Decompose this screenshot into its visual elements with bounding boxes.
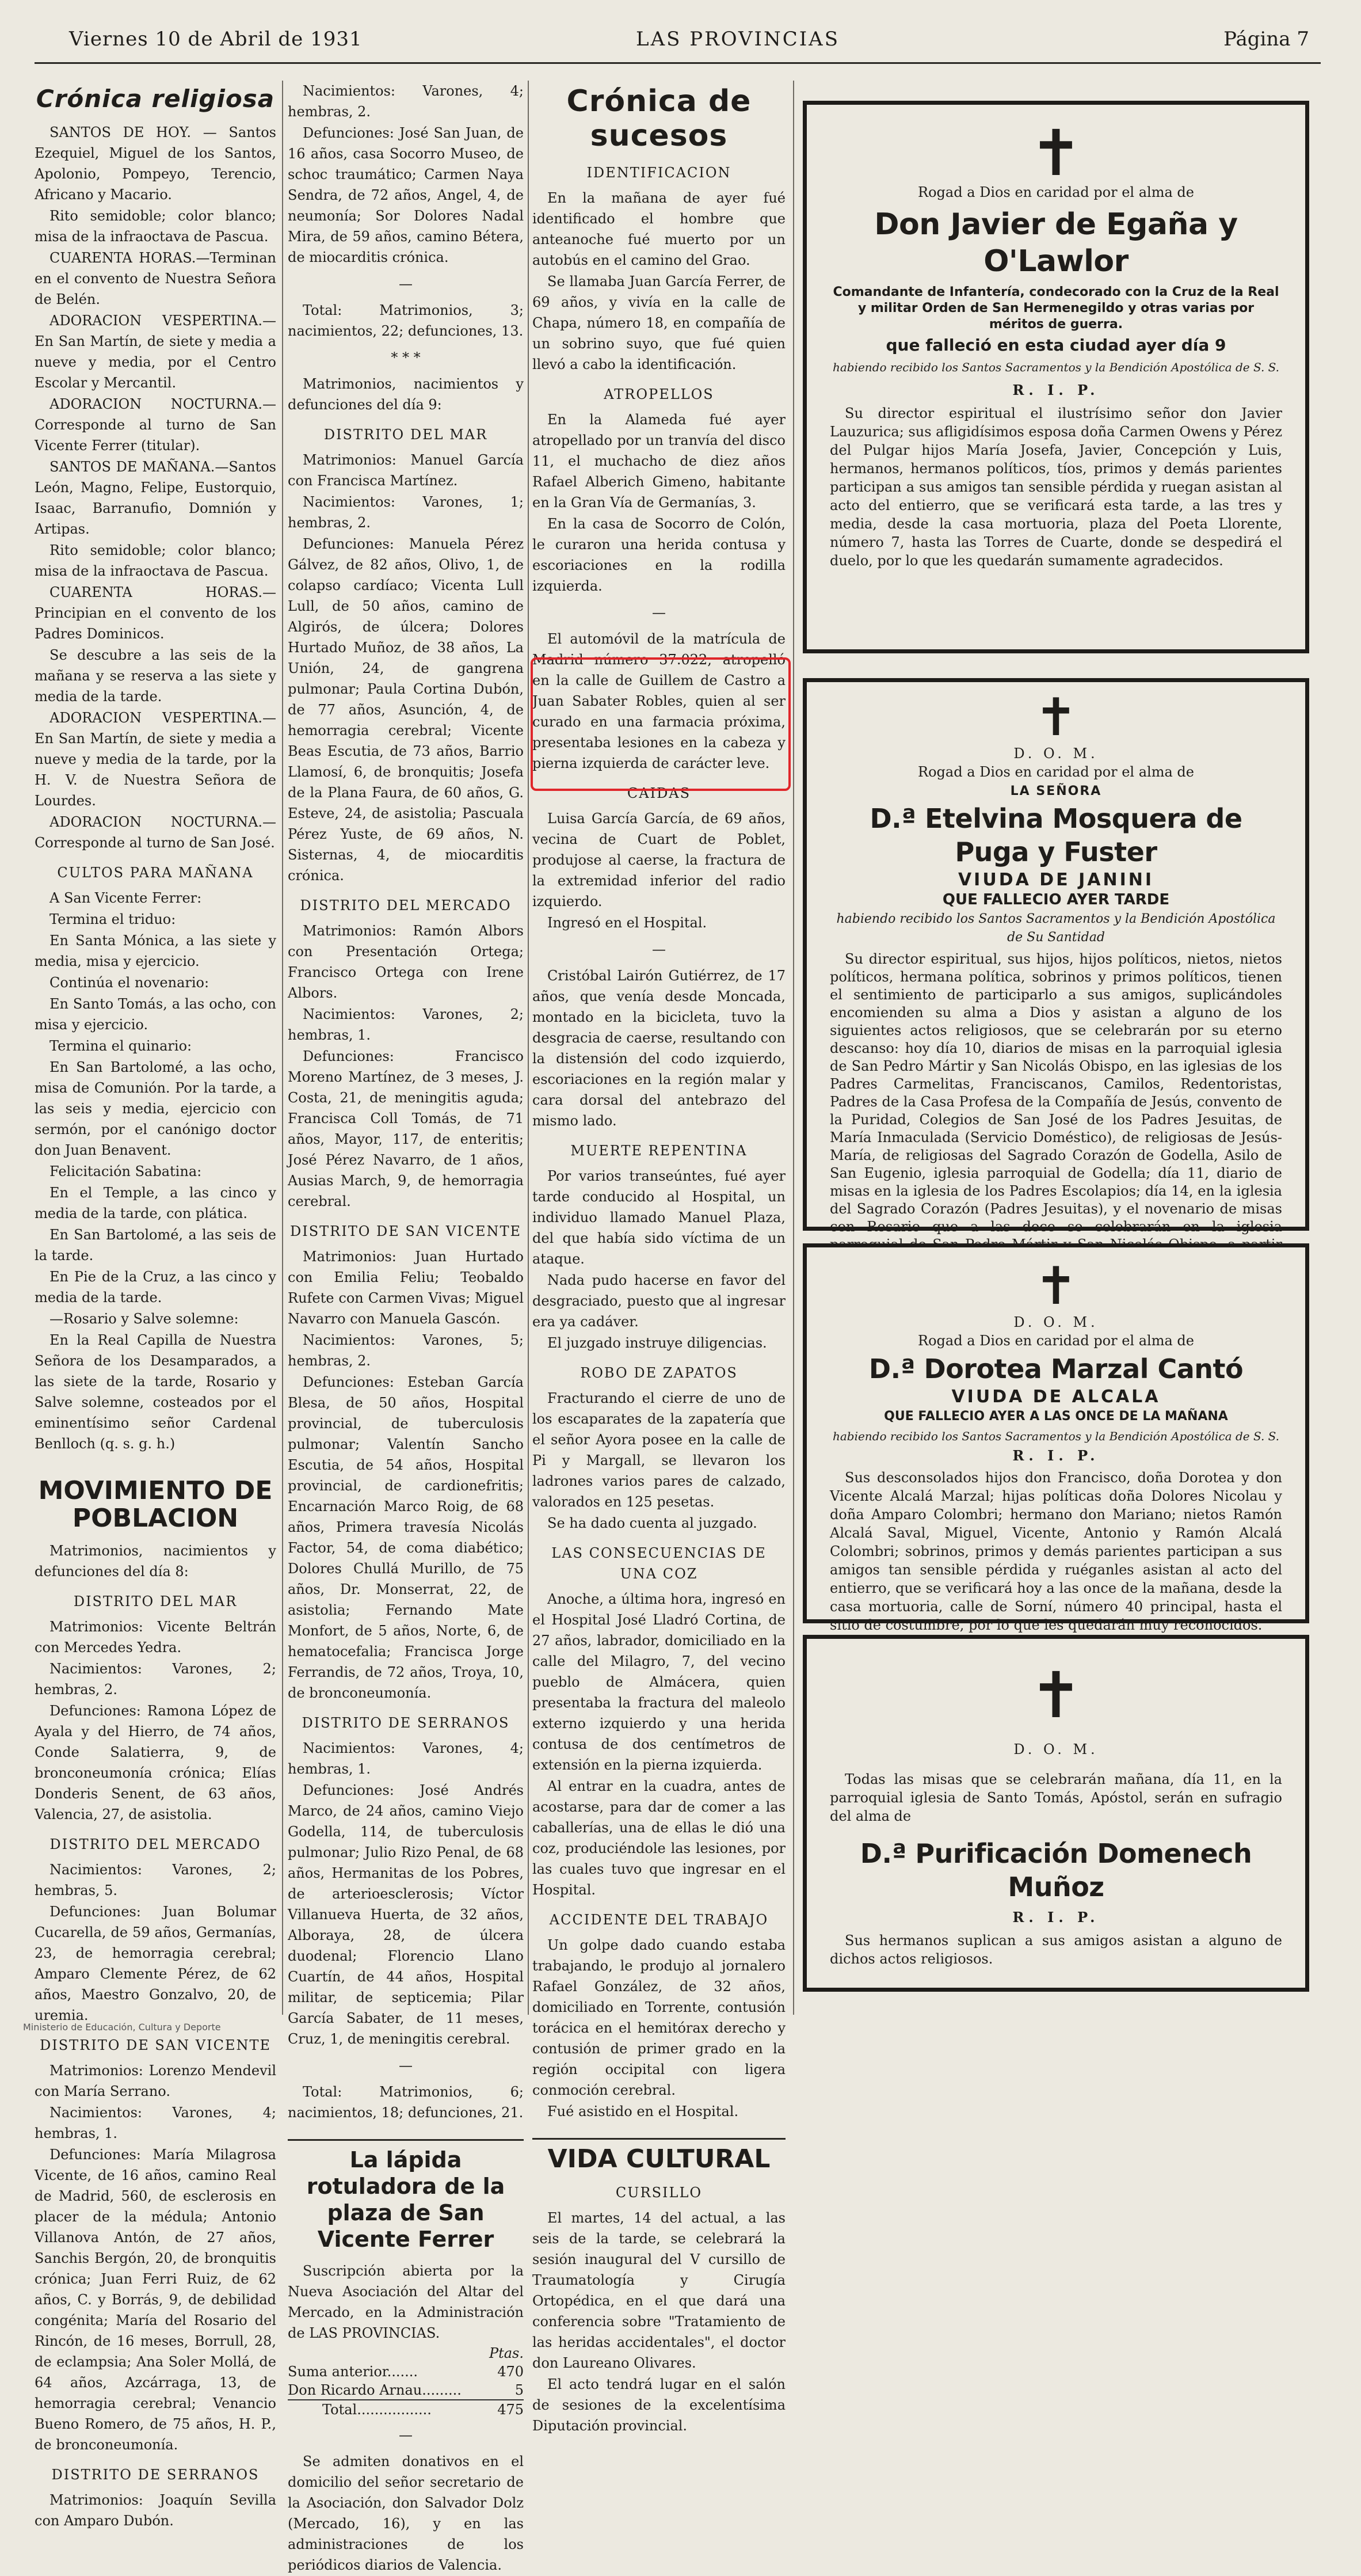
lapida-title: La lápida rotuladora de la plaza de San Vicente Ferrer (306, 2147, 505, 2252)
article-paragraph: Rito semidoble; color blanco; misa de la infraoctava de Pascua. (35, 542, 276, 579)
obituary-widow: VIUDA DE JANINI (958, 870, 1154, 890)
article-paragraph: Anoche, a última hora, ingresó en el Hospital José Lladró Cortina, de 27 años, labrador, domiciliado en la calle del Milagro, 7, del vecino pueblo de Almácera, quien presentaba la fractura del maleolo externo izquierdo y una herida contusa de dos centímetros de extensión en la pierna izquierda. (532, 1591, 786, 1773)
obituary-sacraments: habiendo recibido los Santos Sacramentos y la Bendición Apostólica de S. S. (832, 360, 1280, 374)
district-heading: DISTRITO DEL MERCADO (49, 1836, 261, 1852)
obituary-died: QUE FALLECIO AYER TARDE (942, 891, 1170, 908)
article-paragraph: Nacimientos: Varones, 4; hembras, 1. (35, 2105, 276, 2141)
obituary-egana (803, 101, 1309, 653)
article-paragraph: En San Bartolomé, a las seis de la tarde. (35, 1227, 276, 1264)
district-heading: DISTRITO DEL MERCADO (300, 897, 512, 914)
cross-icon: ✝ (1034, 687, 1078, 748)
article-paragraph: ADORACION NOCTURNA.—Corresponde al turno de San Vicente Ferrer (titular). (35, 396, 276, 454)
obituary-body: Su director espiritual, sus hijos, hijos políticos, nietos, nietos políticos, hermana política, sobrinos y primos políticos, tienen el sentimiento de participarlo a sus amigos, suplicándoles encomienden su alma a Dios y asistan a alguno de los siguientes actos religiosos, que se celebrarán por su eterno descanso: hoy día 10, diarios de misas en la parroquial iglesia de San Pedro Mártir y San Nicolás Obispo, en las iglesias de los Padres Carmelitas, Franciscanos, Camilos, Redentoristas, Padres de la Casa Profesa de la Compañía de Jesús, convento de la Puridad, Colegios de San José de los Padres Jesuitas, de María Inmaculada (Servicio Doméstico), de religiosas de Jesús-María, de religiosas del Sagrado Corazón de Godella, Asilo de San Eugenio, iglesia parroquial de Godella; día 11, diario de misas en la iglesia de los Padres Escolapios; día 14, en la iglesia del Sagrado Corazón (Padres Jesuitas), y el novenario de misas con Rosario que a las doce se celebrarán en la iglesia (830, 951, 1282, 1235)
section-rule (532, 2138, 786, 2140)
article-paragraph: Felicitación Sabatina: (49, 1163, 202, 1179)
article-paragraph: Matrimonios: Ramón Albors con Presentación Ortega; Francisco Ortega con Irene Albors. (288, 923, 524, 1001)
article-paragraph: Luisa García García, de 69 años, vecina de Cuart de Poblet, produjose al caerse, la fractura de la extremidad inferior del radio izquierdo. (532, 811, 786, 910)
obituary-dom: D. O. M. (1013, 1314, 1099, 1330)
article-paragraph: Termina el triduo: (49, 911, 176, 927)
obituary-rip: R. I. P. (1012, 382, 1100, 398)
article-paragraph: En Santa Mónica, a las siete y media, misa y ejercicio. (35, 933, 276, 969)
article-paragraph: Defunciones: José San Juan, de 16 años, casa Socorro Museo, de schoc traumático; Carmen Naya Sendra, de 72 años, Angel, 4, de neumonía; Sor Dolores Nadal Mira, de 59 años, camino Bétera, de miocarditis crónica. (288, 125, 524, 265)
article-paragraph: En San Bartolomé, a las ocho, misa de Comunión. Por la tarde, a las seis y media, ejercicio con sermón, por el canónigo doctor don Juan Benavent. (35, 1059, 276, 1158)
district-heading: DISTRITO DEL MAR (73, 1593, 238, 1609)
article-paragraph: En la mañana de ayer fué identificado el hombre que anteanoche fué muerto por un autobús en el camino del Grao. (532, 190, 786, 268)
article-paragraph: Se llamaba Juan García Ferrer, de 69 años, y vivía en la calle de Chapa, número 18, en compañía de un sobrino suyo, que fué quien llevó a cabo la identificación. (532, 273, 786, 372)
article-paragraph: El juzgado instruye diligencias. (547, 1335, 767, 1351)
column-divider (282, 81, 283, 2015)
header-rule (35, 62, 1321, 64)
article-paragraph: Al entrar en la cuadra, antes de acostarse, para dar de comer a las caballerías, una de ellas le dió una coz, produciéndole las lesiones, por las cuales tuvo que ingresar en el Hospital. (532, 1778, 786, 1898)
article-paragraph: Defunciones: José Andrés Marco, de 24 años, camino Viejo Godella, 114, de tuberculosis pulmonar; Julio Rizo Penal, de 68 años, Hermanitas de los Pobres, de arterioesclerosis; Víctor Villanueva Huerta, de 32 años, Alboraya, 28, de úlcera duodenal; Florencio Llano Cuartín, de 44 años, Hospital militar, de septicemia; Pilar García Sabater, de 11 meses, Cruz, 1, de meningitis cerebral. (288, 1782, 524, 2047)
article-paragraph: Defunciones: Ramona López de Ayala y del Hierro, de 74 años, Conde Salatierra, 9, de bronconeumonía crónica; Elías Donderis Senent, de 63 años, Valencia, 27, de asistolia. (35, 1703, 276, 1822)
separator: — (652, 604, 666, 621)
article-paragraph: Nacimientos: Varones, 2; hembras, 5. (35, 1862, 276, 1898)
obituary-sacraments: habiendo recibido los Santos Sacramentos y la Bendición Apostólica de Su Santidad (836, 912, 1276, 945)
obituary-mosquera (803, 678, 1309, 1235)
row-amount: 5 (514, 2382, 524, 2398)
separator: — (399, 2427, 413, 2443)
obituary-rip: R. I. P. (1012, 1447, 1100, 1464)
cross-icon: ✝ (1029, 116, 1083, 190)
header-masthead: LAS PROVINCIAS (636, 28, 840, 51)
section-subheading: LAS CONSECUENCIAS DE UNA COZ (551, 1545, 767, 1582)
article-paragraph: —Rosario y Salve solemne: (49, 1311, 239, 1327)
article-paragraph: Nacimientos: Varones, 2; hembras, 1. (288, 1006, 524, 1043)
section-subheading: ATROPELLOS (604, 386, 714, 402)
article-paragraph: Suscripción abierta por la Nueva Asociación del Altar del Mercado, en la Administración de LAS PROVINCIAS. (288, 2263, 524, 2341)
article-paragraph: Defunciones: Juan Bolumar Cucarella, de 59 años, Germanías, 23, de hemorragia cerebral; Amparo Clemente Pérez, de 62 años, Maestro Gonzalvo, 20, de uremia. (35, 1904, 276, 2023)
table-total-row (288, 2400, 524, 2419)
article-paragraph: Ingresó en el Hospital. (547, 915, 707, 931)
article-paragraph: Cristóbal Lairón Gutiérrez, de 17 años, que venía desde Moncada, montado en la bicicleta, tuvo la desgracia de caerse, resultando con la distensión del codo izquierdo, escoriaciones en la región malar y cara dorsal del antebrazo del mismo lado. (532, 968, 786, 1129)
article-paragraph: Fracturando el cierre de uno de los escaparates de la zapatería que el señor Ayora posee en la calle de Pi y Margall, se llevaron los ladrones varios pares de calzado, valorados en 125 pesetas. (532, 1390, 786, 1510)
movimiento-title-line1: MOVIMIENTO DE (38, 1476, 273, 1505)
section-subheading: ACCIDENTE DEL TRABAJO (549, 1912, 769, 1928)
article-paragraph: Total: Matrimonios, 6; nacimientos, 18; defunciones, 21. (288, 2084, 524, 2121)
article-paragraph: Nacimientos: Varones, 2; hembras, 2. (35, 1661, 276, 1698)
cronica-religiosa-title: Crónica religiosa (36, 85, 275, 113)
article-paragraph: En la Real Capilla de Nuestra Señora de los Desamparados, a las siete de la tarde, Rosario y Salve solemne, costeados por el eminentísimo señor Cardenal Benlloch (q. s. g. h.) (35, 1332, 276, 1452)
section-subheading: CURSILLO (615, 2185, 703, 2201)
obituary-senora: LA SEÑORA (1010, 784, 1102, 798)
obituary-rogad: Rogad a Dios en caridad por el alma de (918, 184, 1194, 200)
total-label: Total................. (288, 2400, 478, 2419)
obituary-marzal (803, 1243, 1309, 1633)
article-paragraph: En la Alameda fué ayer atropellado por un tranvía del disco 11, el muchacho de diez años Rafael Alberich Gimeno, habitante en la Gran Vía de Germanías, 3. (532, 412, 786, 511)
row-amount: 470 (497, 2364, 524, 2380)
article-paragraph: Termina el quinario: (49, 1038, 192, 1054)
article-paragraph: En la casa de Socorro de Colón, le curaron una herida contusa y escoriaciones en la rodilla izquierda. (532, 516, 786, 594)
article-paragraph: SANTOS DE HOY. — Santos Ezequiel, Miguel de los Santos, Apolonio, Pompeyo, Terencio, Africano y Macario. (35, 124, 276, 203)
article-paragraph: Defunciones: Manuela Pérez Gálvez, de 82 años, Olivo, 1, de colapso cardíaco; Vicenta Lull Lull, de 50 años, camino de Algirós, de úlcera; Dolores Hurtado Muñoz, de 38 años, La Unión, 24, de gangrena pulmonar; Paula Cortina Dubón, de 77 años, Asunción, 4, de hemorragia cerebral; Vicente Beas Escutia, de 73 años, Barrio Llamosí, 6, de bronquitis; Josefa de la Plana Faura, de 60 años, G. Esteve, 24, de asistolia; Pascuala Pérez Yuste, de 69 años, N. Sisternas, 4, de miocarditis crónica. (288, 536, 524, 884)
section-subheading: CULTOS PARA MAÑANA (57, 865, 254, 881)
article-paragraph: ADORACION NOCTURNA.—Corresponde al turno de San José. (35, 814, 276, 851)
obituary-honors: Comandante de Infantería, condecorado con la Cruz de la Real y militar Orden de San Hermenegildo y otras varias por méritos de guerra. (833, 285, 1279, 332)
cross-icon: ✝ (1029, 1658, 1083, 1732)
article-paragraph: Defunciones: Esteban García Blesa, de 50 años, Hospital provincial, de tuberculosis pulmonar; Valentín Sancho Escutia, de 54 años, Hospital provincial, de cardionefritis; Encarnación Marco Roig, de 68 años, Primera travesía Nicolás Factor, 54, de coma diabético; Dolores Chullá Murillo, de 75 años, Dr. Monserrat, 22, de asistolia; Fernando Mate Monfort, de 5 años, Norte, 6, de hematocefalia; Francisca Jorge Ferrandis, de 72 años, Troya, 10, de bronconeumonía. (288, 1374, 524, 1701)
article-paragraph: El automóvil de la matrícula de Madrid número 37.022, atropelló en la calle de Guillem de Castro a Juan Sabater Robles, quien al ser curado en una farmacia próxima, presentaba lesiones en la cabeza y pierna izquierda de carácter leve. (532, 631, 786, 771)
article-paragraph: Matrimonios: Juan Hurtado con Emilia Feliu; Teobaldo Rufete con Carmen Vivas; Miguel Navarro con Manuela Gascón. (288, 1249, 524, 1327)
ptas-header: Ptas. (489, 2345, 524, 2361)
separator: — (399, 2057, 413, 2073)
obituary-domenech (803, 1635, 1309, 1992)
article-paragraph: Matrimonios, nacimientos y defunciones del día 8: (35, 1543, 276, 1580)
row-label: Don Ricardo Arnau......... (288, 2382, 462, 2398)
article-paragraph: Total: Matrimonios, 3; nacimientos, 22; defunciones, 13. (288, 302, 524, 339)
header-date: Viernes 10 de Abril de 1931 (69, 28, 363, 51)
article-paragraph: Fué asistido en el Hospital. (547, 2103, 739, 2120)
vida-cultural-title: VIDA CULTURAL (547, 2144, 771, 2174)
column-2 (288, 81, 524, 2576)
article-paragraph: SANTOS DE MAÑANA.—Santos León, Magno, Felipe, Eustorquio, Isaac, Barranufio, Domnión y Artipas. (35, 459, 276, 537)
article-paragraph: Continúa el novenario: (49, 975, 209, 991)
section-rule (288, 2139, 524, 2141)
district-heading: DISTRITO DE SAN VICENTE (289, 1223, 522, 1239)
article-paragraph: ADORACION VESPERTINA.—En San Martín, de siete y media a nueve y media de la tarde, por la H. V. de Nuestra Señora de Lourdes. (35, 710, 276, 809)
obituary-body: Sus desconsolados hijos don Francisco, doña Dorotea y don Vicente Alcalá Marzal; hijas políticas doña Dolores Nicolau y doña Amparo Colombri; hermano don Mariano; nietos Ramón Alcalá Saval, Miguel, Vicente, Antonio y Ramón Alcalá Colombri; sobrinos, primos y demás parientes participan a sus amigos tan sensible pérdida y ruéganles asistan al acto del entierro, que se verificará hoy a las once de la mañana, desde la casa mortuoria, calle de Sorní, número 40 principal, hasta el sitio de costumbre, por lo que les quedarán muy reconocidos. (830, 1470, 1282, 1633)
article-paragraph: A San Vicente Ferrer: (49, 890, 202, 906)
article-paragraph: Matrimonios: Joaquín Sevilla con Amparo Dubón. (35, 2492, 276, 2529)
section-subheading: CAIDAS (627, 785, 691, 801)
obituary-body: Todas las misas que se celebrarán mañana, día 11, en la parroquial iglesia de Santo Tomás, Apóstol, serán en sufragio del alma de (830, 1771, 1282, 1824)
section-subheading: MUERTE REPENTINA (570, 1143, 748, 1159)
district-heading: DISTRITO DE SERRANOS (302, 1715, 510, 1731)
row-label: Suma anterior....... (288, 2364, 418, 2380)
article-paragraph: En el Temple, a las cinco y media de la tarde, con plática. (35, 1185, 276, 1222)
obituary-widow: VIUDA DE ALCALA (951, 1387, 1161, 1407)
district-heading: DISTRITO DE SERRANOS (51, 2467, 260, 2483)
movimiento-title-line2: POBLACION (72, 1504, 239, 1533)
header-page-number: Página 7 (1223, 28, 1309, 51)
separator-stars: * * * (391, 349, 421, 366)
obituary-name: D.ª Purificación Domenech Muñoz (860, 1838, 1252, 1902)
obituary-name: D.ª Dorotea Marzal Cantó (868, 1353, 1244, 1384)
separator: — (652, 941, 666, 957)
obituary-name: Don Javier de Egaña y O'Lawlor (874, 207, 1238, 279)
section-subheading: IDENTIFICACION (586, 165, 731, 181)
table-row (288, 2381, 524, 2400)
article-paragraph: Matrimonios: Lorenzo Mendevil con María Serrano. (35, 2063, 276, 2099)
obituary-body: Sus hermanos suplican a sus amigos asistan a alguno de dichos actos religiosos. (830, 1932, 1282, 1967)
article-paragraph: Se ha dado cuenta al juzgado. (547, 1515, 757, 1531)
article-paragraph: ADORACION VESPERTINA.—En San Martín, de siete y media a nueve y media, por el Centro Escolar y Mercantil. (35, 313, 276, 391)
obituary-died: QUE FALLECIO AYER A LAS ONCE DE LA MAÑANA (884, 1409, 1228, 1424)
total-amount: 475 (478, 2400, 524, 2419)
obituary-rip: R. I. P. (1012, 1909, 1100, 1926)
district-heading: DISTRITO DE SAN VICENTE (39, 2037, 272, 2053)
article-paragraph: Nacimientos: Varones, 4; hembras, 2. (288, 83, 524, 120)
archive-footer: Ministerio de Educación, Cultura y Deporte (23, 2022, 221, 2033)
article-paragraph: Defunciones: Francisco Moreno Martínez, de 3 meses, J. Costa, 21, de meningitis aguda; Francisca Coll Tomás, de 71 años, Mayor, 117, de enteritis; José Pérez Navarro, de 1 años, Ausias March, 9, de hemorragia cerebral. (288, 1048, 524, 1209)
article-paragraph: Nacimientos: Varones, 1; hembras, 2. (288, 494, 524, 531)
obituary-died: que falleció en esta ciudad ayer día 9 (886, 336, 1226, 355)
article-paragraph: Un golpe dado cuando estaba trabajando, le produjo al jornalero Rafael González, de 32 años, domiciliado en Torrente, contusión torácica en el hemitórax derecho y contusión de primer grado en la región occipital con ligera conmoción cerebral. (532, 1937, 786, 2098)
article-paragraph: En Pie de la Cruz, a las cinco y media de la tarde. (35, 1269, 276, 1306)
caidas-highlight-box (531, 657, 791, 791)
article-paragraph: Rito semidoble; color blanco; misa de la infraoctava de Pascua. (35, 208, 276, 245)
column-1 (35, 81, 276, 2532)
section-subheading: ROBO DE ZAPATOS (580, 1365, 738, 1381)
obituary-rogad: Rogad a Dios en caridad por el alma de (918, 1333, 1194, 1349)
article-paragraph: CUARENTA HORAS.—Principian en el convento de los Padres Dominicos. (35, 584, 276, 642)
article-paragraph: El martes, 14 del actual, a las seis de la tarde, se celebrará la sesión inaugural del V cursillo de Traumatología y Cirugía Ortopédica, en el que dará una conferencia sobre "Tratamiento de las heridas accidentales", el doctor don Laureano Olivares. (532, 2210, 786, 2371)
article-paragraph: Matrimonios, nacimientos y defunciones del día 9: (288, 376, 524, 413)
cross-icon: ✝ (1034, 1256, 1078, 1316)
obituary-sacraments: habiendo recibido los Santos Sacramentos y la Bendición Apostólica de S. S. (832, 1429, 1280, 1443)
article-paragraph: En Santo Tomás, a las ocho, con misa y ejercicio. (35, 996, 276, 1033)
article-paragraph: Se descubre a las seis de la mañana y se reserva a las siete y media de la tarde. (35, 647, 276, 705)
obituary-dom: D. O. M. (1013, 1741, 1099, 1757)
separator: — (399, 276, 413, 292)
column-divider (793, 81, 794, 2015)
obituary-name: D.ª Etelvina Mosquera de Puga y Fuster (870, 803, 1242, 867)
table-row (288, 2362, 524, 2381)
cronica-sucesos-title: Crónica de sucesos (566, 84, 752, 153)
article-paragraph: CUARENTA HORAS.—Terminan en el convento de Nuestra Señora de Belén. (35, 250, 276, 307)
column-3 (532, 81, 786, 2437)
article-paragraph: Se admiten donativos en el domicilio del señor secretario de la Asociación, don Salvador Dolz (Mercado, 16), y en las administraciones de los periódicos diarios de Valencia. (288, 2453, 524, 2573)
article-paragraph: Defunciones: María Milagrosa Vicente, de 16 años, camino Real de Madrid, 560, de esclerosis en placer de la médula; Antonio Villanova Antón, de 27 años, Sanchis Bergón, 20, de bronquitis crónica; Juan Ferri Ruiz, de 62 años, C. y Borrás, 9, de debilidad congénita; María del Rosario del Rincón, de 16 meses, Borrull, 28, de eclampsia; Ana Soler Mollá, de 64 años, Azcárraga, 13, de hemorragia cerebral; Venancio Bueno Romero, de 75 años, H. P., de bronconeumonía. (35, 2147, 276, 2453)
district-heading: DISTRITO DEL MAR (323, 427, 488, 443)
article-paragraph: Nacimientos: Varones, 4; hembras, 1. (288, 1740, 524, 1777)
article-paragraph: Matrimonios: Vicente Beltrán con Mercedes Yedra. (35, 1619, 276, 1656)
article-paragraph: El acto tendrá lugar en el salón de sesiones de la excelentísima Diputación provincial. (532, 2376, 786, 2434)
obituary-body: Su director espiritual el ilustrísimo señor don Javier Lauzurica; sus afligidísimos esposa doña Carmen Owens y Pérez del Pulgar hijos María Josefa, Javier, Concepción y Luis, hermanos, hermanos políticos, tíos, primos y demás parientes participan a sus amigos tan sensible pérdida y ruegan asistan al acto del entierro, que se verificará esta tarde, a las tres y media, desde la casa mortuoria, plaza del Poeta Llorente, número 7, hasta las Torres de Cuarte, donde se despedirá el duelo, por lo que les quedarán sumamente agradecidos. (830, 405, 1282, 569)
subscription-table (288, 2344, 524, 2419)
article-paragraph: Nacimientos: Varones, 5; hembras, 2. (288, 1332, 524, 1369)
obituary-rogad: Rogad a Dios en caridad por el alma de (918, 764, 1194, 780)
obituary-dom: D. O. M. (1013, 745, 1099, 762)
column-divider (528, 81, 529, 2015)
article-paragraph: Matrimonios: Manuel García con Francisca Martínez. (288, 452, 524, 489)
article-paragraph: Por varios transeúntes, fué ayer tarde conducido al Hospital, un individuo llamado Manuel Plaza, del que había sido víctima de un ataque. (532, 1168, 786, 1267)
article-paragraph: Nada pudo hacerse en favor del desgraciado, puesto que al ingresar era ya cadáver. (532, 1272, 786, 1330)
